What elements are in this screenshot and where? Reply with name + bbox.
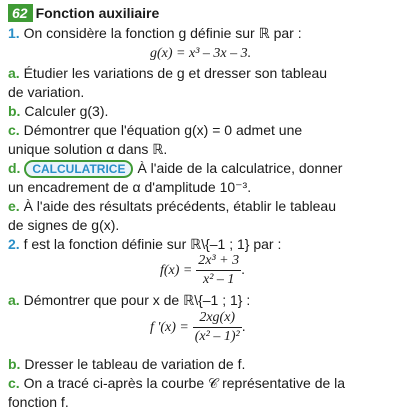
q1d-line1: d. CALCULATRICE À l'aide de la calculatrice, donner [8,160,343,176]
exercise-header [8,4,159,22]
exercise-title: Fonction auxiliaire [35,5,160,21]
q2b: b. Dresser le tableau de variation de f. [8,356,246,372]
exercise-number-badge: 62 [8,4,33,22]
q1c-label: c. [8,122,20,138]
f-fraction [196,252,241,289]
q1d-label: d. [8,160,21,176]
f-denominator: x² – 1 [202,272,235,287]
q1-intro [8,24,302,42]
q1e-line1: e. À l'aide des résultats précédents, établir le tableau [8,198,336,214]
q2b-label: b. [8,356,21,372]
q2c-label: c. [8,375,20,391]
q1-intro-text: On considère la fonction g définie sur ℝ par : [23,25,302,41]
q2c-line2: fonction f. [8,394,69,410]
q2a: a. Démontrer que pour x de ℝ\{–1 ; 1} : [8,292,251,308]
q1e-label: e. [8,198,20,214]
q1a-line1: a. Étudier les variations de g et dresser son tableau [8,65,328,81]
q1b-label: b. [8,103,21,119]
q2a-label: a. [8,292,20,308]
f-numerator: 2x³ + 3 [196,252,241,271]
f-formula: f(x) = $\frac{\text{2x³ + 3}}{\text{x² – 1}}$ . [160,253,246,287]
q1c-line2: unique solution α dans ℝ. [8,141,168,157]
q1b: b. Calculer g(3). [8,103,109,119]
q2-intro: 2. f est la fonction définie sur ℝ\{–1 ; 1} par : [8,236,282,252]
fprime-fraction [193,309,242,346]
q1a-label: a. [8,65,20,81]
fprime-denominator: (x² – 1)² [194,329,240,344]
calculatrice-tag: CALCULATRICE [24,160,133,178]
q1c-line1: c. Démontrer que l'équation g(x) = 0 admet une [8,122,303,138]
q1d-line2: un encadrement de α d'amplitude 10⁻³. [8,179,252,195]
q1-number: 1. [8,25,20,41]
q2-number: 2. [8,236,20,252]
q1a-line2: de variation. [8,84,85,100]
fprime-formula: f '(x) = $\frac{2xg(x)}{\text{(x² – 1)²}}$ . [150,310,246,344]
q1e-line2: de signes de g(x). [8,217,120,233]
fprime-numerator: 2xg(x) [193,309,242,328]
q2c-line1: c. On a tracé ci-après la courbe 𝒞 représentative de la [8,375,346,391]
g-formula: g(x) = x³ – 3x – 3. [150,46,252,61]
